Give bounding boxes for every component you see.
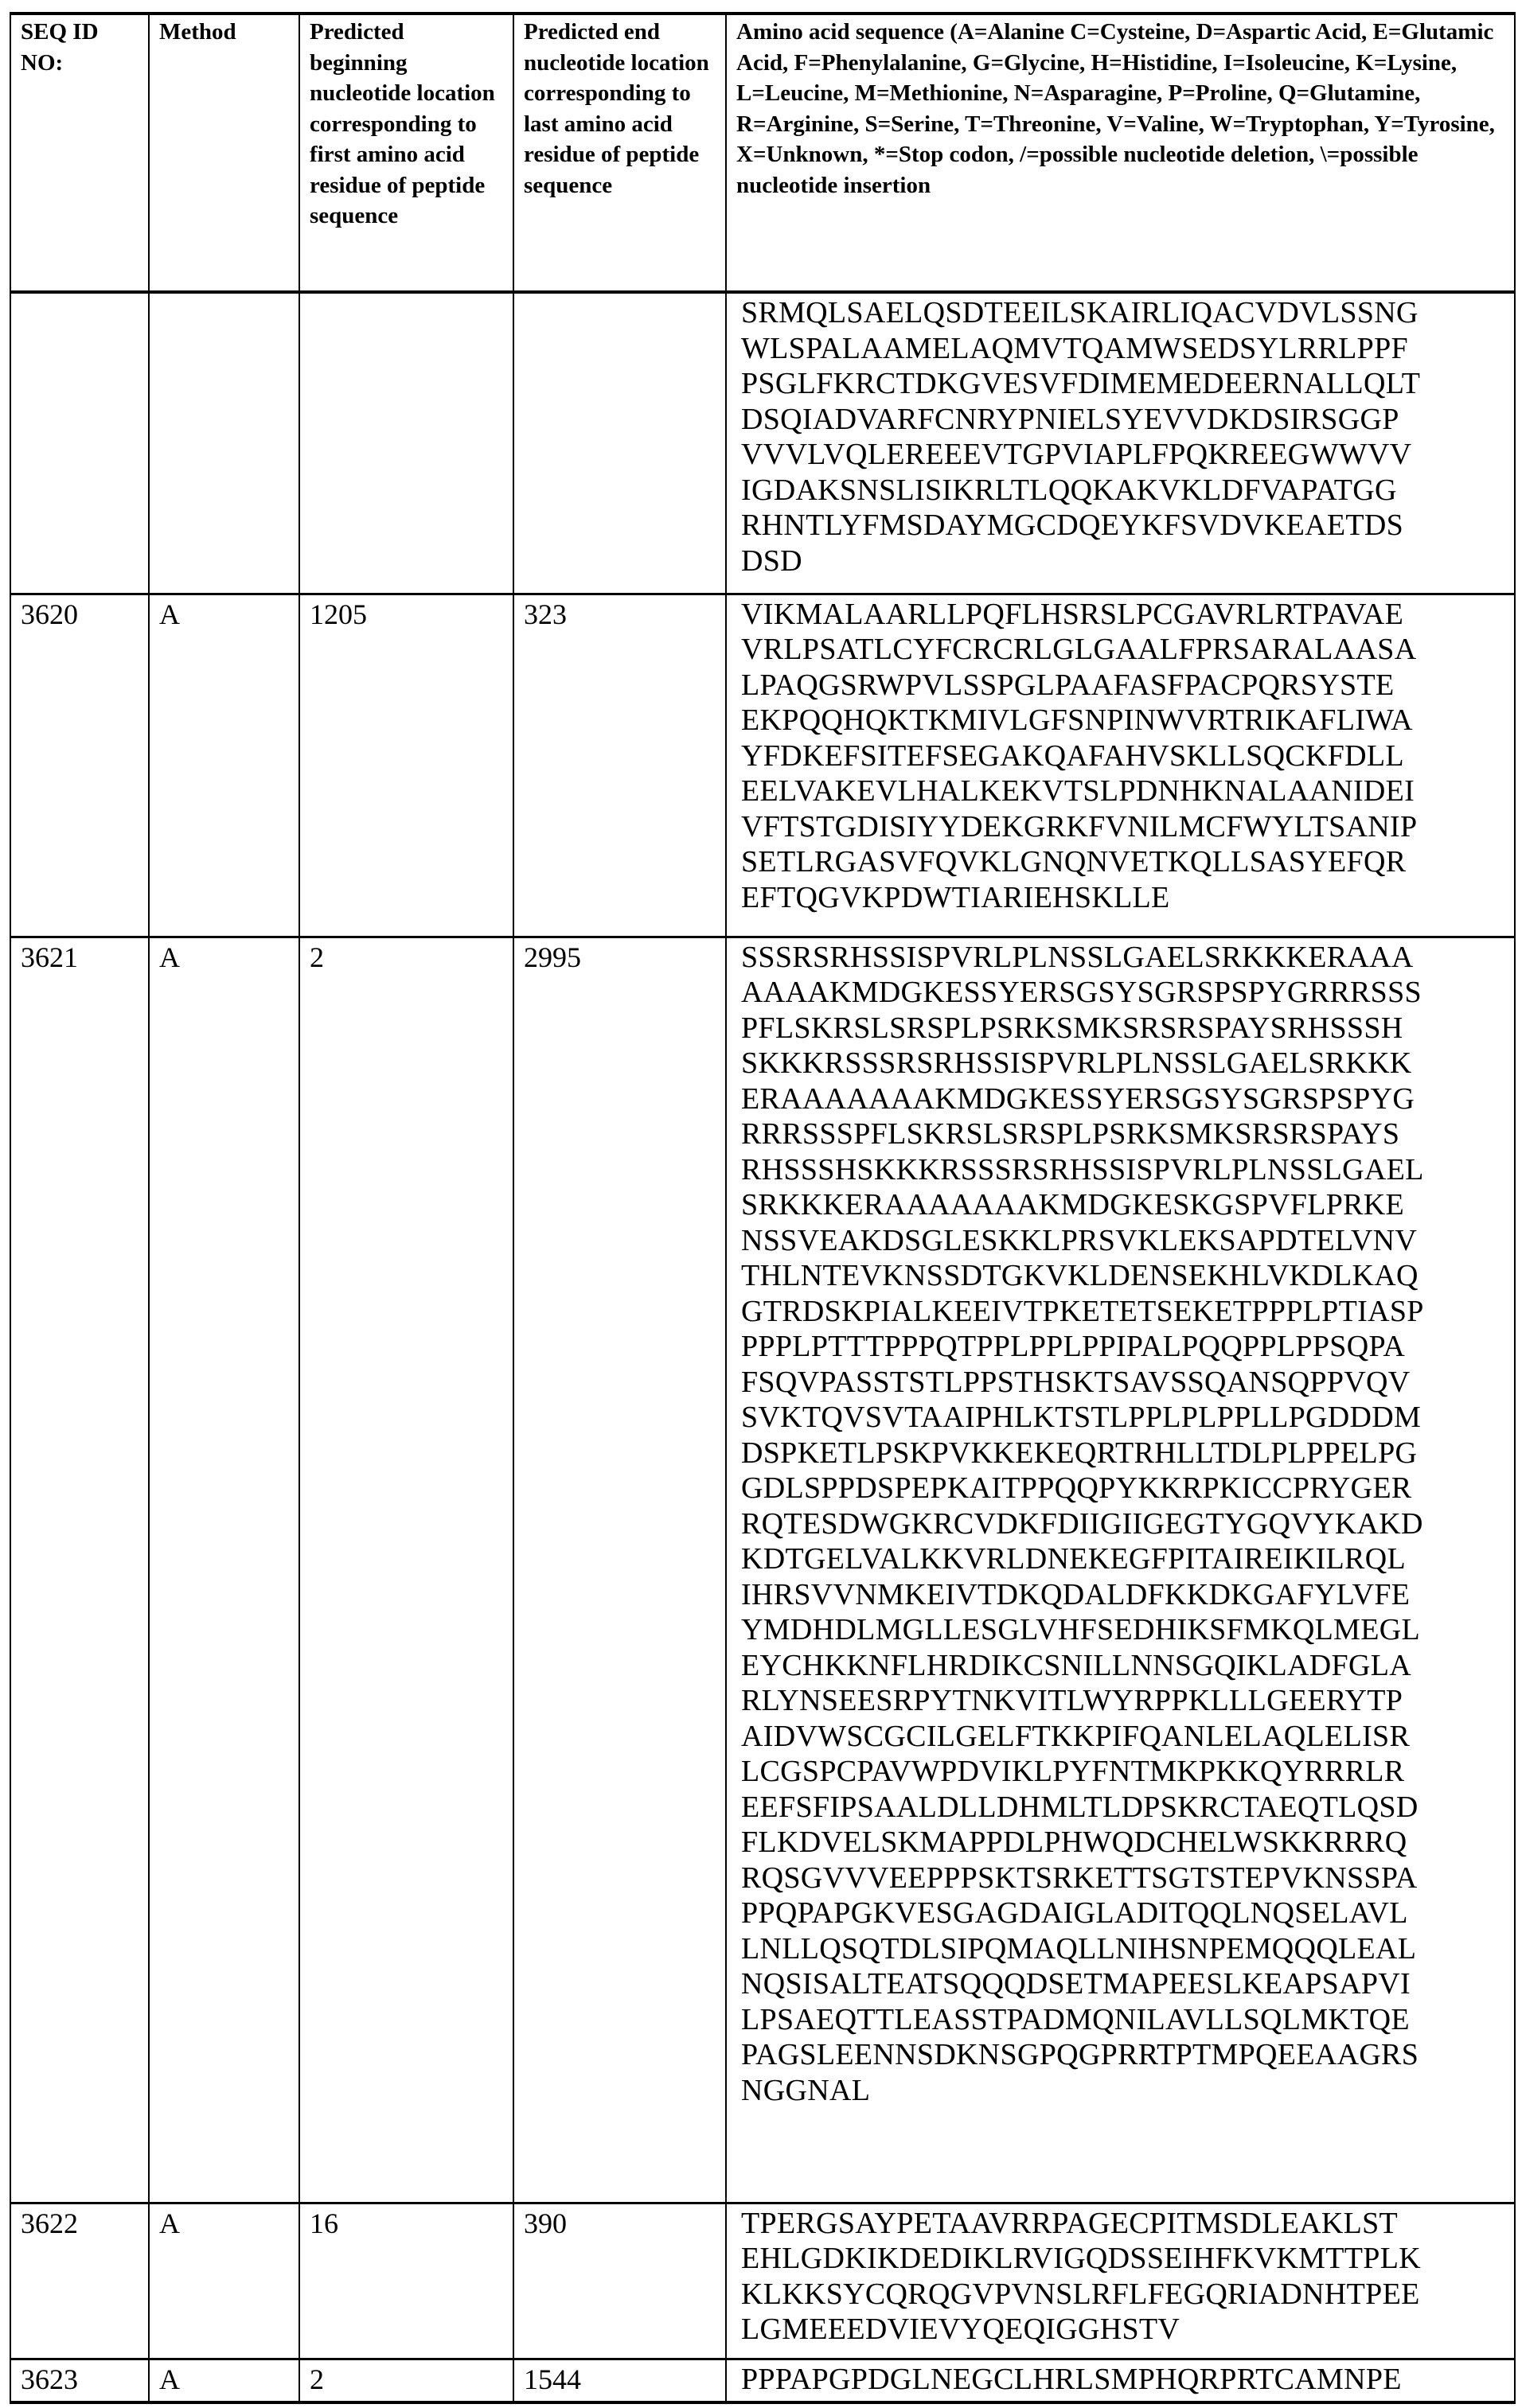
sequence-line: EELVAKEVLHALKEKVTSLPDNHKNALAANIDEI xyxy=(741,773,1506,809)
sequence-line: FSQVPASSTSTLPPSTHSKTSAVSSQANSQPPVQV xyxy=(741,1365,1506,1401)
sequence-line: DSPKETLPSKPVKKEKEQRTRHLLTDLPLPPELPG xyxy=(741,1436,1506,1471)
sequence-line: EYCHKKNFLHRDIKCSNILLNNSGQIKLADFGLA xyxy=(741,1648,1506,1684)
method-cell: A xyxy=(149,937,299,2203)
sequence-line: THLNTEVKNSSDTGKVKLDENSEKHLVKDLKAQ xyxy=(741,1258,1506,1294)
sequence-line: NGGNAL xyxy=(741,2073,1506,2109)
amino-acid-sequence-cell xyxy=(726,594,1515,937)
sequence-line: EKPQQHQKTKMIVLGFSNPINWVRTRIKAFLIWA xyxy=(741,703,1506,738)
sequence-line: SVKTQVSVTAAIPHLKTSTLPPLPLPPLLPGDDDM xyxy=(741,1400,1506,1436)
sequence-line: KLKKSYCQRQGVPVNSLRFLFEGQRIADNHTPEE xyxy=(741,2277,1506,2313)
begin-location-cell: 16 xyxy=(299,2203,513,2359)
header-row xyxy=(10,14,1515,292)
begin-location-cell: 2 xyxy=(299,937,513,2203)
sequence-line: FLKDVELSKMAPPDLPHWQDCHELWSKKRRRQ xyxy=(741,1825,1506,1861)
sequence-line: DSD xyxy=(741,544,1506,579)
sequence-line: SETLRGASVFQVKLGNQNVETKQLLSASYEFQR xyxy=(741,844,1506,880)
sequence-line: KDTGELVALKKVRLDNEKEGFPITAIREIKILRQL xyxy=(741,1541,1506,1577)
header-end-location: Predicted end nucleotide location corresponding to last amino acid residue of peptide sequence xyxy=(513,14,726,292)
sequence-line: AIDVWSCGCILGELFTKKPIFQANLELAQLELISR xyxy=(741,1719,1506,1755)
sequence-line: VIKMALAARLLPQFLHSRSLPCGAVRLRTPAVAE xyxy=(741,597,1506,633)
sequence-table xyxy=(10,12,1516,2404)
sequence-line: RHNTLYFMSDAYMGCDQEYKFSVDVKEAETDS xyxy=(741,508,1506,544)
sequence-line: RQSGVVVEEPPPSKTSRKETTSGTSTEPVKNSSPA xyxy=(741,1861,1506,1896)
header-begin-location: Predicted beginning nucleotide location corresponding to first amino acid residue of peptide sequence xyxy=(299,14,513,292)
sequence-line: LCGSPCPAVWPDVIKLPYFNTMKPKKQYRRRLR xyxy=(741,1754,1506,1790)
sequence-line: YMDHDLMGLLESGLVHFSEDHIKSFMKQLMEGL xyxy=(741,1612,1506,1648)
sequence-line: VRLPSATLCYFCRCRLGLGAALFPRSARALAASA xyxy=(741,632,1506,668)
table-row xyxy=(10,594,1515,937)
sequence-line: LPAQGSRWPVLSSPGLPAAFASFPACPQRSYSTE xyxy=(741,668,1506,703)
method-cell: A xyxy=(149,2203,299,2359)
sequence-line: EEFSFIPSAALDLLDHMLTLDPSKRCTAEQTLQSD xyxy=(741,1790,1506,1825)
sequence-line: RRRSSSPFLSKRSLSRSPLPSRKSMKSRSRSPAYS xyxy=(741,1116,1506,1152)
table-row xyxy=(10,937,1515,2203)
end-location-cell: 323 xyxy=(513,594,726,937)
method-cell: A xyxy=(149,2359,299,2402)
sequence-line: NSSVEAKDSGLESKKLPRSVKLEKSAPDTELVNV xyxy=(741,1223,1506,1259)
begin-location-cell xyxy=(299,292,513,594)
sequence-line: PFLSKRSLSRSPLPSRKSMKSRSRSPAYSRHSSSH xyxy=(741,1011,1506,1046)
seq-id-cell: 3622 xyxy=(10,2203,149,2359)
end-location-cell: 390 xyxy=(513,2203,726,2359)
begin-location-cell: 1205 xyxy=(299,594,513,937)
sequence-line: TPERGSAYPETAAVRRPAGECPITMSDLEAKLST xyxy=(741,2206,1506,2242)
header-seq-id: SEQ ID NO: xyxy=(10,14,149,292)
amino-acid-sequence-cell xyxy=(726,937,1515,2203)
sequence-line: SRMQLSAELQSDTEEILSKAIRLIQACVDVLSSNG xyxy=(741,295,1506,331)
sequence-line: VVVLVQLEREEEVTGPVIAPLFPQKREEGWWVV xyxy=(741,437,1506,473)
table-row xyxy=(10,2203,1515,2359)
amino-acid-sequence-cell xyxy=(726,2203,1515,2359)
sequence-line: SSSRSRHSSISPVRLPLNSSLGAELSRKKKERAAA xyxy=(741,940,1506,976)
sequence-line: RLYNSEESRPYTNKVITLWYRPPKLLLGEERYTP xyxy=(741,1683,1506,1719)
seq-id-cell: 3620 xyxy=(10,594,149,937)
seq-id-cell: 3623 xyxy=(10,2359,149,2402)
sequence-line: EFTQGVKPDWTIARIEHSKLLE xyxy=(741,880,1506,916)
method-cell: A xyxy=(149,594,299,937)
end-location-cell: 2995 xyxy=(513,937,726,2203)
sequence-line: VFTSTGDISIYYDEKGRKFVNILMCFWYLTSANIP xyxy=(741,809,1506,845)
sequence-line: GDLSPPDSPEPKAITPPQQPYKKRPKICCPRYGER xyxy=(741,1471,1506,1506)
sequence-line: PAGSLEENNSDKNSGPQGPRRTPTMPQEEAAGRS xyxy=(741,2037,1506,2073)
sequence-line: GTRDSKPIALKEEIVTPKETETSEKETPPPLPTIASP xyxy=(741,1294,1506,1330)
sequence-line: YFDKEFSITEFSEGAKQAFAHVSKLLSQCKFDLL xyxy=(741,738,1506,774)
sequence-line: LPSAEQTTLEASSTPADMQNILAVLLSQLMKTQE xyxy=(741,2002,1506,2038)
sequence-line: IGDAKSNSLISIKRLTLQQKAKVKLDFVAPATGG xyxy=(741,473,1506,508)
sequence-line: PSGLFKRCTDKGVESVFDIMEMEDEERNALLQLT xyxy=(741,366,1506,402)
sequence-line: DSQIADVARFCNRYPNIELSYEVVDKDSIRSGGP xyxy=(741,402,1506,438)
end-location-cell xyxy=(513,292,726,594)
sequence-line: PPPLPTTTPPPQTPPLPPLPPIPALPQQPPLPPSQPA xyxy=(741,1329,1506,1365)
header-amino-acid-sequence: Amino acid sequence (A=Alanine C=Cysteine, D=Aspartic Acid, E=Glutamic Acid, F=Phenylalanine, G=Glycine, H=Histidine, I=Isoleucine, K=Lysine, L=Leucine, M=Methionine, N=Asparagine, P=Proline, Q=Glutamine, R=Arginine, S=Serine, T=Threonine, V=Valine, W=Tryptophan, Y=Tyrosine, X=Unknown, *=Stop codon, /=possible nucleotide deletion, \=possible nucleotide insertion xyxy=(726,14,1515,292)
end-location-cell: 1544 xyxy=(513,2359,726,2402)
header-method: Method xyxy=(149,14,299,292)
sequence-line: RHSSSHSKKKRSSSRSRHSSISPVRLPLNSSLGAEL xyxy=(741,1152,1506,1188)
sequence-line: PPPAPGPDGLNEGCLHRLSMPHQRPRTCAMNPE xyxy=(741,2362,1506,2398)
sequence-line: SRKKKERAAAAAAAKMDGKESKGSPVFLPRKE xyxy=(741,1187,1506,1223)
sequence-line: EHLGDKIKDEDIKLRVIGQDSSEIHFKVKMTTPLK xyxy=(741,2241,1506,2277)
sequence-line: AAAAKMDGKESSYERSGSYSGRSPSPYGRRRSSS xyxy=(741,975,1506,1011)
sequence-line: LGMEEEDVIEVYQEQIGGHSTV xyxy=(741,2312,1506,2348)
sequence-line: SKKKRSSSRSRHSSISPVRLPLNSSLGAELSRKKK xyxy=(741,1046,1506,1081)
sequence-line: IHRSVVNMKEIVTDKQDALDFKKDKGAFYLVFE xyxy=(741,1577,1506,1613)
seq-id-cell: 3621 xyxy=(10,937,149,2203)
table-row xyxy=(10,292,1515,594)
method-cell xyxy=(149,292,299,594)
amino-acid-sequence-cell xyxy=(726,292,1515,594)
sequence-line: NQSISALTEATSQQQDSETMAPEESLKEAPSAPVI xyxy=(741,1966,1506,2002)
sequence-line: ERAAAAAAAKMDGKESSYERSGSYSGRSPSPYG xyxy=(741,1081,1506,1117)
table-row xyxy=(10,2359,1515,2402)
amino-acid-sequence-cell xyxy=(726,2359,1515,2402)
sequence-line: RQTESDWGKRCVDKFDIIGIIGEGTYGQVYKAKD xyxy=(741,1506,1506,1542)
sequence-line: WLSPALAAMELAQMVTQAMWSEDSYLRRLPPF xyxy=(741,331,1506,367)
sequence-line: PPQPAPGKVESGAGDAIGLADITQQLNQSELAVL xyxy=(741,1896,1506,1931)
sequence-line: LNLLQSQTDLSIPQMAQLLNIHSNPEMQQQLEAL xyxy=(741,1931,1506,1967)
begin-location-cell: 2 xyxy=(299,2359,513,2402)
seq-id-cell xyxy=(10,292,149,594)
